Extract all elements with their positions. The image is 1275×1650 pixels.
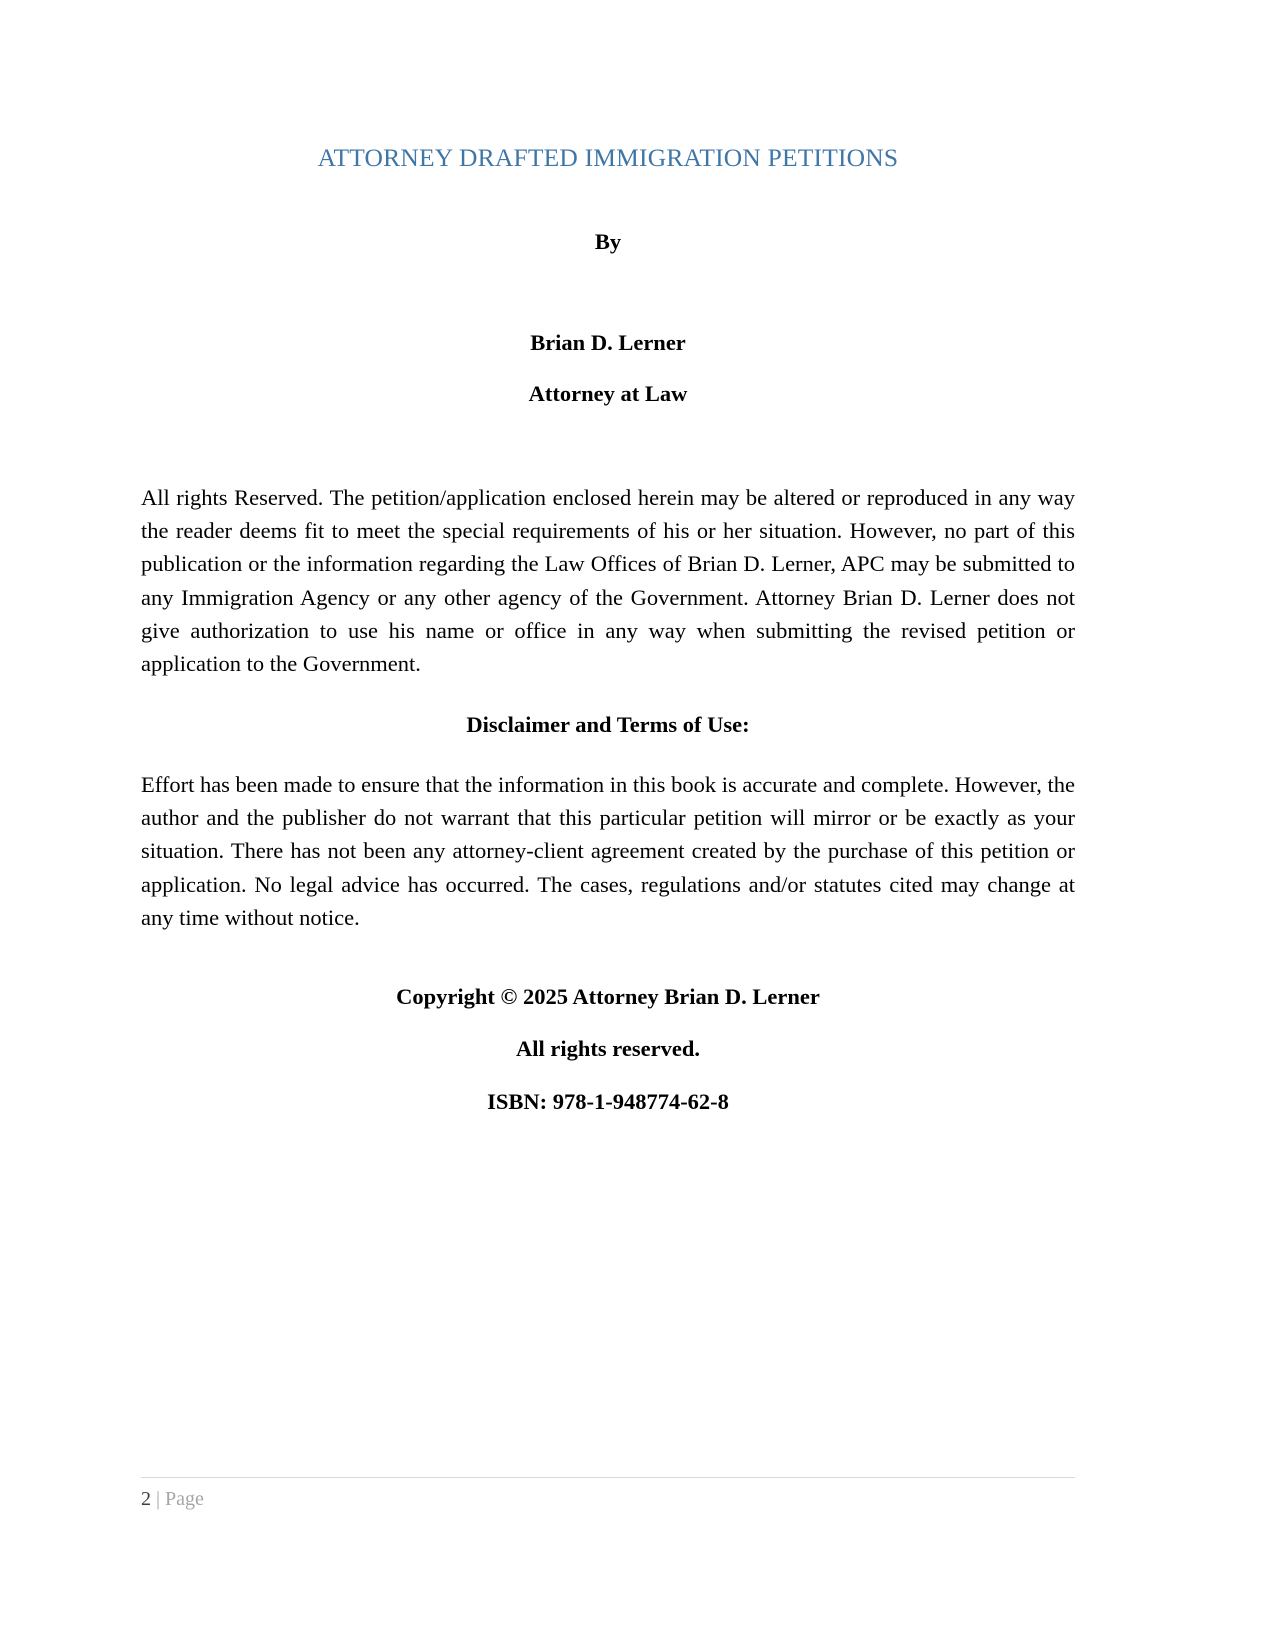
rights-reserved-line: All rights reserved. bbox=[516, 1036, 700, 1062]
author-role: Attorney at Law bbox=[528, 381, 688, 407]
byline-label: By bbox=[594, 228, 622, 254]
page-footer bbox=[141, 1477, 1075, 1513]
footer-page-number: 2 bbox=[141, 1488, 151, 1510]
page-content bbox=[141, 0, 1075, 1116]
page-title: ATTORNEY DRAFTED IMMIGRATION PETITIONS bbox=[317, 143, 899, 172]
disclaimer-paragraph: Effort has been made to ensure that the information in this book is accurate and complete. However, the author and the publisher do not warrant that this particular petition will mirror or be exactly as your situation. There has not been any attorney-client agreement created by the purchase of this petition or application. No legal advice has occurred. The cases, regulations and/or statutes cited may change at any time without notice. bbox=[141, 771, 1076, 930]
disclaimer-heading: Disclaimer and Terms of Use: bbox=[466, 712, 750, 738]
author-name: Brian D. Lerner bbox=[530, 330, 686, 356]
footer-separator: | bbox=[151, 1488, 166, 1510]
rights-paragraph: All rights Reserved. The petition/application enclosed herein may be altered or reproduced in any way the reader deems fit to meet the special requirements of his or her situation. However, no part of this publication or the information regarding the Law Offices of Brian D. Lerner, APC may be submitted to any Immigration Agency or any other agency of the Government. Attorney Brian D. Lerner does not give authorization to use his name or office in any way when submitting the revised petition or application to the Government. bbox=[141, 484, 1075, 677]
footer-page-label: Page bbox=[165, 1488, 204, 1510]
isbn-line: ISBN: 978-1-948774-62-8 bbox=[487, 1088, 729, 1114]
copyright-line: Copyright © 2025 Attorney Brian D. Lerner bbox=[396, 984, 820, 1010]
footer-page-indicator bbox=[141, 1478, 1075, 1513]
